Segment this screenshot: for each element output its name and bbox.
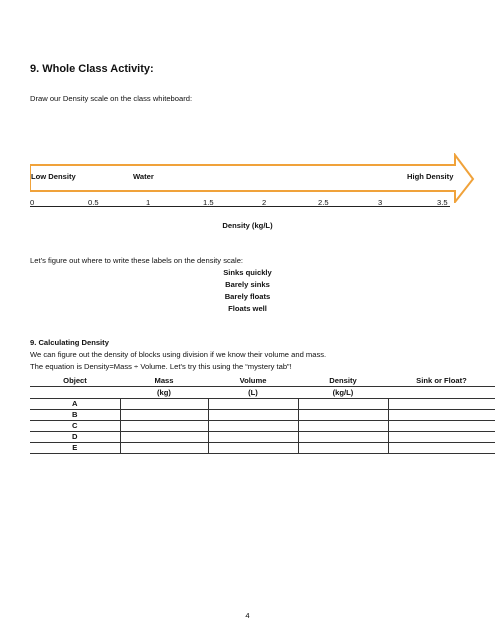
section-heading-calculating: 9. Calculating Density (30, 338, 109, 347)
unit-cell (388, 387, 495, 399)
object-label: D (30, 432, 120, 443)
density-cell[interactable] (298, 432, 388, 443)
sink-float-cell[interactable] (388, 421, 495, 432)
label-item: Floats well (228, 304, 267, 313)
table-row (30, 421, 495, 432)
table-units-row (30, 387, 495, 399)
col-header-object: Object (30, 375, 120, 387)
object-label: A (30, 399, 120, 410)
unit-cell: (L) (208, 387, 298, 399)
labels-prompt: Let’s figure out where to write these labels on the density scale: (30, 256, 244, 265)
mass-cell[interactable] (120, 421, 208, 432)
mass-cell[interactable] (120, 410, 208, 421)
label-item: Sinks quickly (223, 268, 272, 277)
scale-tick: 3 (378, 198, 383, 207)
arrow-label-high: High Density (407, 172, 454, 181)
volume-cell[interactable] (208, 443, 298, 454)
sink-float-cell[interactable] (388, 443, 495, 454)
scale-tick: 0.5 (88, 198, 99, 207)
sink-float-cell[interactable] (388, 399, 495, 410)
density-cell[interactable] (298, 399, 388, 410)
scale-tick: 3.5 (437, 198, 448, 207)
section-heading-whole-class: 9. Whole Class Activity: (30, 63, 154, 75)
volume-cell[interactable] (208, 432, 298, 443)
scale-axis-label: Density (kg/L) (222, 221, 273, 230)
table-row (30, 432, 495, 443)
arrow-label-low: Low Density (31, 172, 76, 181)
arrow-label-water: Water (133, 172, 154, 181)
col-header-volume: Volume (208, 375, 298, 387)
volume-cell[interactable] (208, 421, 298, 432)
unit-cell (30, 387, 120, 399)
scale-tick: 2.5 (318, 198, 329, 207)
mass-cell[interactable] (120, 432, 208, 443)
col-header-mass: Mass (120, 375, 208, 387)
section2-line2: The equation is Density=Mass ÷ Volume. Let’s try this using the “mystery tab”! (30, 362, 292, 371)
object-label: C (30, 421, 120, 432)
scale-tick: 1.5 (203, 198, 214, 207)
label-item: Barely sinks (225, 280, 270, 289)
volume-cell[interactable] (208, 410, 298, 421)
col-header-sink-float: Sink or Float? (388, 375, 495, 387)
table-row (30, 410, 495, 421)
mass-cell[interactable] (120, 443, 208, 454)
label-item: Barely floats (224, 292, 271, 301)
instruction-text: Draw our Density scale on the class whiteboard: (30, 94, 193, 103)
density-cell[interactable] (298, 443, 388, 454)
object-label: B (30, 410, 120, 421)
scale-tick: 0 (30, 198, 35, 207)
col-header-density: Density (298, 375, 388, 387)
volume-cell[interactable] (208, 399, 298, 410)
section2-line1: We can figure out the density of blocks using division if we know their volume and mass. (30, 350, 327, 359)
table-header-row (30, 375, 495, 387)
page-number: 4 (245, 611, 250, 620)
density-cell[interactable] (298, 421, 388, 432)
scale-underline (30, 206, 450, 207)
scale-tick: 1 (146, 198, 151, 207)
sink-float-cell[interactable] (388, 410, 495, 421)
density-cell[interactable] (298, 410, 388, 421)
unit-cell: (kg/L) (298, 387, 388, 399)
scale-tick: 2 (262, 198, 267, 207)
mass-cell[interactable] (120, 399, 208, 410)
table-row (30, 443, 495, 454)
density-table (30, 375, 495, 454)
object-label: E (30, 443, 120, 454)
unit-cell: (kg) (120, 387, 208, 399)
sink-float-cell[interactable] (388, 432, 495, 443)
table-row (30, 399, 495, 410)
